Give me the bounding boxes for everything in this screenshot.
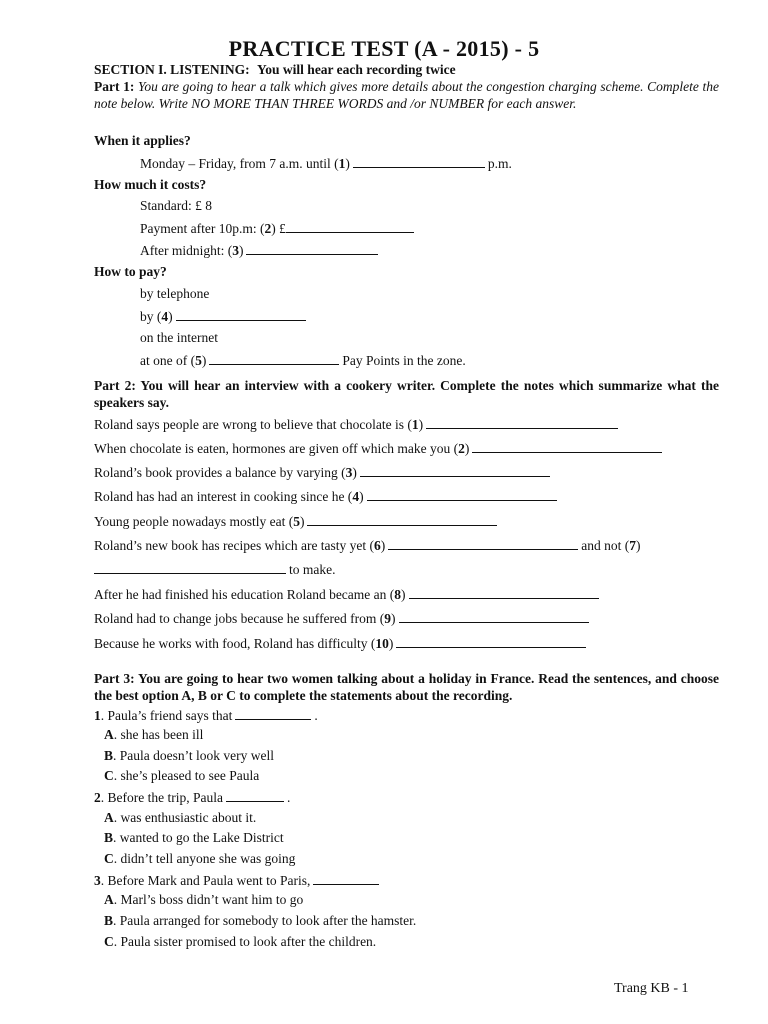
blank-4[interactable]: [176, 308, 306, 321]
part2-item-1: [94, 416, 621, 433]
q-pay-heading: How to pay?: [94, 264, 167, 279]
line-text: ): [401, 587, 406, 602]
blank-1[interactable]: [353, 155, 485, 168]
line-text: After he had finished his education Roland became an (: [94, 587, 395, 602]
part2-item-8: [94, 586, 602, 603]
question-stem: . Paula’s friend says that: [100, 708, 233, 723]
mcq-option[interactable]: [104, 851, 295, 867]
blank-p2-7[interactable]: [94, 561, 286, 574]
line-text: Monday – Friday, from 7 a.m. until (: [140, 156, 339, 171]
line-text: Roland has had an interest in cooking since he (: [94, 489, 353, 504]
question-stem: . Before the trip, Paula: [100, 790, 223, 805]
line-text: ): [299, 514, 305, 529]
answer-line-2: [140, 220, 417, 237]
part2-item-3: [94, 464, 553, 481]
q-when-heading: When it applies?: [94, 133, 191, 148]
option-letter: C: [104, 851, 114, 866]
question-number: 9: [384, 611, 392, 626]
mcq-option[interactable]: [104, 913, 416, 929]
section-note: You will hear each recording twice: [257, 62, 456, 77]
part2-heading: Part 2: You will hear an interview with a cookery writer. Complete the notes which summarize what the speakers say.: [94, 378, 719, 410]
mcq-question-1: 1. Paula’s friend says that .: [94, 708, 318, 723]
part2-item-4: [94, 488, 560, 505]
line-text: Roland says people are wrong to believe that chocolate is (: [94, 417, 412, 432]
mcq-option[interactable]: [104, 748, 274, 764]
blank-3[interactable]: [246, 242, 378, 255]
question-number: 3: [94, 873, 101, 888]
mcq-option[interactable]: [104, 934, 376, 950]
part2-item-7-cont: [94, 561, 336, 578]
page-footer: Trang KB - 1: [614, 981, 689, 996]
part2-item-2: [94, 440, 665, 457]
section-heading: [94, 62, 456, 78]
option-text: . wanted to go the Lake District: [113, 830, 284, 845]
blank-p2-10[interactable]: [396, 635, 586, 648]
blank-p2-8[interactable]: [409, 586, 599, 599]
answer-line-3: After midnight: (3): [140, 242, 381, 259]
question-number: 8: [394, 587, 402, 602]
line-text: ): [636, 538, 641, 553]
part1-instruction: You are going to hear a talk which gives more details about the congestion charging scheme. Complete the note below. Write NO MORE THAN THREE WORDS and /or NUMBER for each answer.: [94, 79, 719, 111]
blank-2[interactable]: [286, 220, 414, 233]
mcq-option[interactable]: [104, 768, 259, 784]
part2-item-5: [94, 513, 500, 530]
line-text: Roland’s new book has recipes which are tasty yet (: [94, 538, 375, 553]
blank-p2-5[interactable]: [307, 513, 497, 526]
mcq-blank-3[interactable]: [313, 872, 379, 885]
blank-5[interactable]: [209, 352, 339, 365]
option-text: . Marl’s boss didn’t want him to go: [113, 892, 304, 907]
q-cost-heading: How much it costs?: [94, 177, 207, 192]
option-letter: C: [104, 768, 114, 783]
line-text: by (: [140, 309, 162, 324]
option-text: . Paula arranged for somebody to look after the hamster.: [113, 913, 417, 928]
mcq-option[interactable]: [104, 810, 256, 826]
line-text: Roland’s book provides a balance by varying (: [94, 465, 346, 480]
part2-item-6: [94, 537, 641, 554]
line-text: Pay Points in the zone.: [342, 353, 466, 368]
line-text: ): [418, 417, 424, 432]
line-text: When chocolate is eaten, hormones are given off which make you (: [94, 441, 459, 456]
option-letter: B: [104, 913, 114, 928]
line-text: and not (: [581, 538, 630, 553]
question-number: 3: [345, 465, 353, 480]
question-number: 2: [264, 221, 272, 236]
line-text: to make.: [289, 562, 336, 577]
mcq-option[interactable]: [104, 727, 203, 743]
option-text: . she has been ill: [113, 727, 204, 742]
line-text: ): [352, 465, 357, 480]
blank-p2-9[interactable]: [399, 610, 589, 623]
line-text: ): [380, 538, 386, 553]
question-number: 7: [629, 538, 637, 553]
question-number: 2: [458, 441, 465, 456]
question-number: 3: [232, 243, 239, 258]
question-number: 4: [352, 489, 360, 504]
option-letter: B: [104, 830, 114, 845]
mcq-option[interactable]: [104, 830, 284, 846]
line-text: ): [391, 611, 396, 626]
blank-p2-4[interactable]: [367, 488, 557, 501]
answer-line-4: by (4): [140, 308, 309, 325]
blank-p2-6[interactable]: [388, 537, 578, 550]
line-text: Young people nowadays mostly eat (: [94, 514, 294, 529]
option-text: . didn’t tell anyone she was going: [113, 851, 296, 866]
internet-line: on the internet: [140, 330, 218, 345]
standard-line: Standard: £ 8: [140, 198, 212, 213]
option-letter: A: [104, 810, 114, 825]
page-title: PRACTICE TEST (A - 2015) - 5: [228, 36, 540, 61]
question-number: 1: [411, 417, 419, 432]
blank-p2-2[interactable]: [472, 440, 662, 453]
line-text: ): [464, 441, 470, 456]
line-text: ): [388, 636, 394, 651]
section-label: SECTION I. LISTENING:: [94, 62, 250, 77]
line-text: After midnight: (: [140, 243, 233, 258]
question-number: 1: [338, 156, 346, 171]
answer-line-1: Monday – Friday, from 7 a.m. until (1) p.m.: [140, 156, 512, 171]
answer-line-5: at one of (5) Pay Points in the zone.: [140, 353, 466, 368]
line-text: Roland had to change jobs because he suffered from (: [94, 611, 385, 626]
question-number: 2: [94, 790, 101, 805]
mcq-blank-2[interactable]: [226, 789, 284, 802]
option-text: . was enthusiastic about it.: [113, 810, 257, 825]
option-text: . Paula doesn’t look very well: [113, 748, 274, 763]
part2-item-10: [94, 635, 589, 652]
option-letter: C: [104, 934, 114, 949]
blank-p2-3[interactable]: [360, 464, 550, 477]
line-text: Because he works with food, Roland has difficulty (: [94, 636, 376, 651]
part1-label: Part 1:: [94, 79, 135, 94]
blank-p2-1[interactable]: [426, 416, 618, 429]
line-text: at one of (: [140, 353, 196, 368]
part1-instruction-block: [94, 78, 719, 112]
part3-heading: Part 3: You are going to hear two women talking about a holiday in France. Read the sentences, and choose the best option A, B or C to complete the statements about the recording.: [94, 671, 719, 703]
part2-item-9: [94, 610, 592, 627]
question-number: 5: [293, 514, 300, 529]
mcq-question-2: 2. Before the trip, Paula .: [94, 790, 291, 805]
by-phone-line: by telephone: [140, 286, 210, 301]
line-text: ): [359, 489, 364, 504]
question-number: 5: [195, 353, 202, 368]
option-letter: A: [104, 727, 114, 742]
mcq-blank-1[interactable]: [235, 707, 311, 720]
mcq-question-3: [94, 872, 382, 889]
question-number: 10: [375, 636, 389, 651]
question-number: 4: [161, 309, 169, 324]
option-text: . Paula sister promised to look after the children.: [113, 934, 377, 949]
line-text: ) £: [271, 221, 286, 236]
option-letter: B: [104, 748, 114, 763]
option-letter: A: [104, 892, 114, 907]
question-number: 6: [374, 538, 381, 553]
line-text: Payment after 10p.m: (: [140, 221, 265, 236]
question-stem: . Before Mark and Paula went to Paris,: [100, 873, 311, 888]
line-text: p.m.: [487, 156, 512, 171]
question-number: 1: [94, 708, 101, 723]
mcq-option[interactable]: [104, 892, 303, 908]
option-text: . she’s pleased to see Paula: [113, 768, 260, 783]
